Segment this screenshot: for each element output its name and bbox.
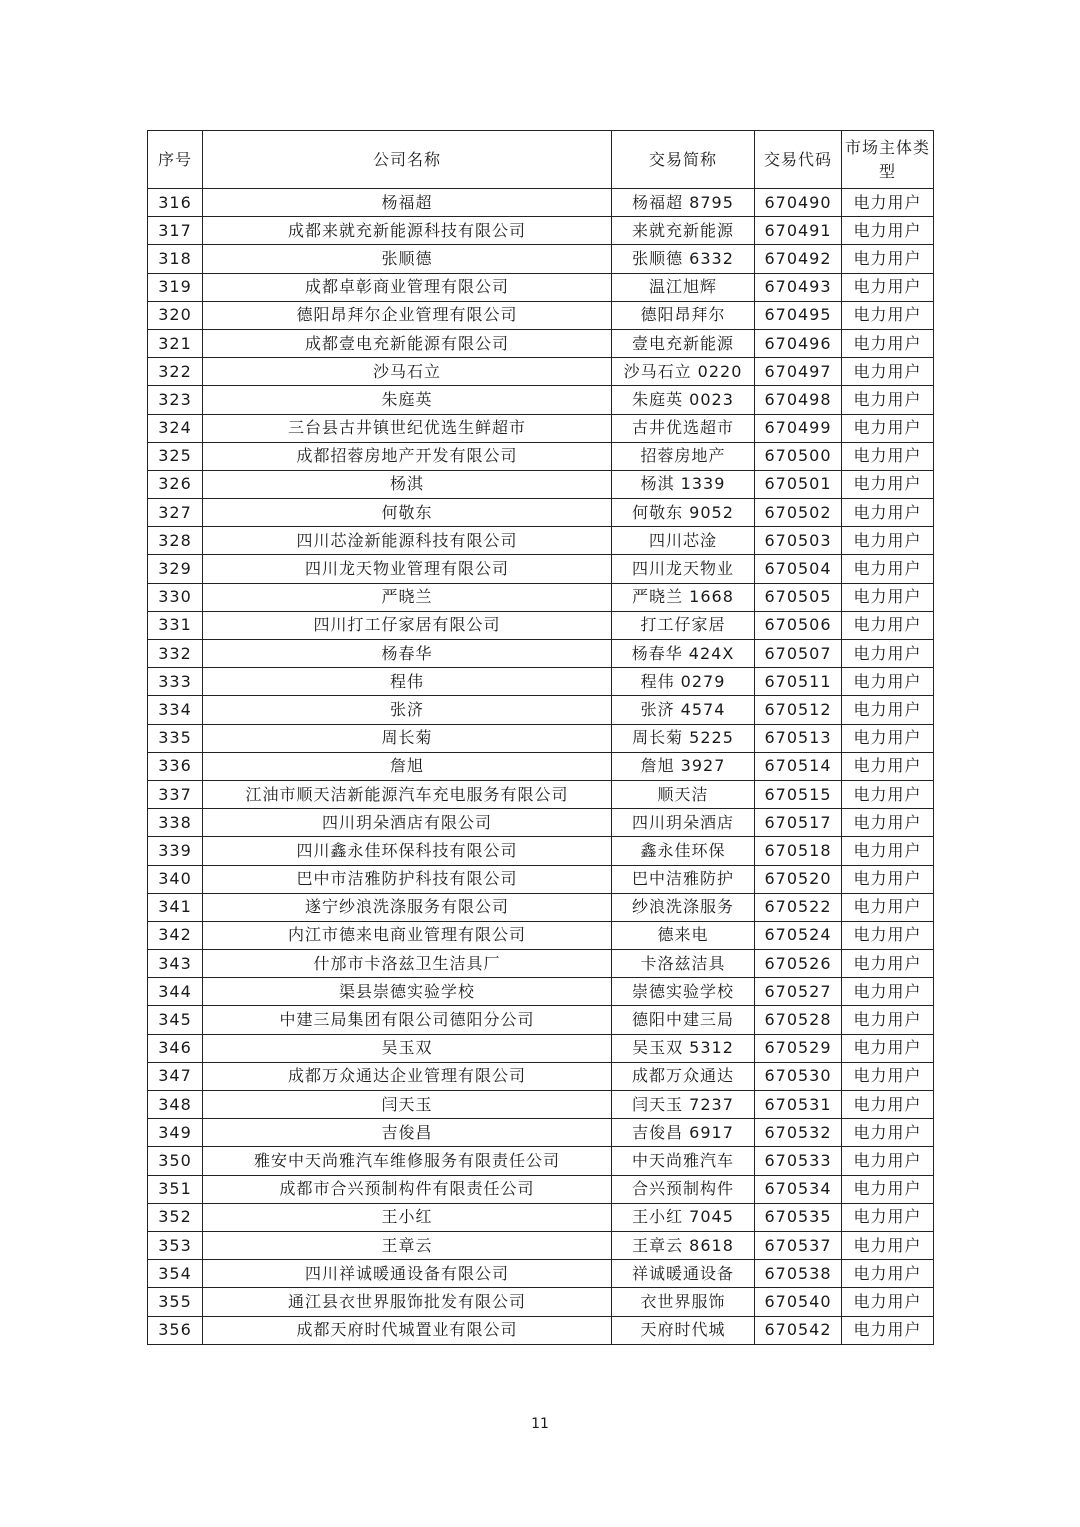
table-row (148, 1175, 934, 1203)
table-row (148, 329, 934, 357)
cell-seq: 323 (148, 386, 203, 414)
cell-trade-abbr: 德来电 (612, 921, 755, 949)
table-row (148, 809, 934, 837)
cell-company-name: 何敬东 (203, 499, 612, 527)
cell-trade-code: 670501 (755, 470, 842, 498)
cell-trade-code: 670542 (755, 1316, 842, 1344)
cell-entity-type: 电力用户 (842, 442, 934, 470)
cell-entity-type: 电力用户 (842, 1091, 934, 1119)
table-row (148, 1260, 934, 1288)
cell-trade-code: 670533 (755, 1147, 842, 1175)
cell-trade-code: 670503 (755, 527, 842, 555)
cell-seq: 329 (148, 555, 203, 583)
cell-trade-code: 670518 (755, 837, 842, 865)
cell-seq: 351 (148, 1175, 203, 1203)
cell-company-name: 成都来就充新能源科技有限公司 (203, 217, 612, 245)
cell-entity-type: 电力用户 (842, 386, 934, 414)
cell-trade-code: 670537 (755, 1231, 842, 1259)
cell-company-name: 成都市合兴预制构件有限责任公司 (203, 1175, 612, 1203)
cell-seq: 340 (148, 865, 203, 893)
cell-trade-abbr: 詹旭 3927 (612, 752, 755, 780)
cell-trade-code: 670496 (755, 329, 842, 357)
table-row (148, 555, 934, 583)
cell-company-name: 杨春华 (203, 640, 612, 668)
cell-trade-abbr: 四川玥朵酒店 (612, 809, 755, 837)
table-row (148, 640, 934, 668)
cell-seq: 347 (148, 1062, 203, 1090)
header-trade-abbr: 交易简称 (612, 131, 755, 189)
table-row (148, 780, 934, 808)
table-row (148, 752, 934, 780)
cell-seq: 326 (148, 470, 203, 498)
cell-entity-type: 电力用户 (842, 555, 934, 583)
cell-entity-type: 电力用户 (842, 978, 934, 1006)
cell-seq: 316 (148, 189, 203, 217)
table-row (148, 1034, 934, 1062)
cell-entity-type: 电力用户 (842, 1260, 934, 1288)
cell-seq: 355 (148, 1288, 203, 1316)
cell-trade-abbr: 德阳中建三局 (612, 1006, 755, 1034)
cell-entity-type: 电力用户 (842, 245, 934, 273)
table-row (148, 386, 934, 414)
cell-seq: 337 (148, 780, 203, 808)
cell-trade-code: 670500 (755, 442, 842, 470)
table-row (148, 1147, 934, 1175)
cell-company-name: 中建三局集团有限公司德阳分公司 (203, 1006, 612, 1034)
table-row (148, 1062, 934, 1090)
cell-trade-code: 670506 (755, 611, 842, 639)
cell-seq: 317 (148, 217, 203, 245)
cell-entity-type: 电力用户 (842, 780, 934, 808)
cell-entity-type: 电力用户 (842, 865, 934, 893)
cell-seq: 338 (148, 809, 203, 837)
cell-entity-type: 电力用户 (842, 1006, 934, 1034)
table-row (148, 189, 934, 217)
cell-trade-code: 670507 (755, 640, 842, 668)
cell-trade-code: 670515 (755, 780, 842, 808)
cell-trade-code: 670505 (755, 583, 842, 611)
cell-trade-abbr: 四川龙天物业 (612, 555, 755, 583)
table-row (148, 978, 934, 1006)
cell-entity-type: 电力用户 (842, 1231, 934, 1259)
cell-entity-type: 电力用户 (842, 1175, 934, 1203)
cell-trade-code: 670495 (755, 301, 842, 329)
cell-entity-type: 电力用户 (842, 414, 934, 442)
cell-trade-abbr: 卡洛兹洁具 (612, 950, 755, 978)
cell-entity-type: 电力用户 (842, 640, 934, 668)
cell-trade-code: 670514 (755, 752, 842, 780)
cell-trade-code: 670512 (755, 696, 842, 724)
table-body (148, 189, 934, 1345)
cell-trade-code: 670490 (755, 189, 842, 217)
cell-trade-abbr: 吉俊昌 6917 (612, 1119, 755, 1147)
cell-seq: 330 (148, 583, 203, 611)
cell-trade-code: 670531 (755, 1091, 842, 1119)
cell-entity-type: 电力用户 (842, 1316, 934, 1344)
cell-company-name: 詹旭 (203, 752, 612, 780)
cell-entity-type: 电力用户 (842, 950, 934, 978)
cell-trade-abbr: 巴中洁雅防护 (612, 865, 755, 893)
cell-company-name: 四川芯淦新能源科技有限公司 (203, 527, 612, 555)
cell-trade-code: 670524 (755, 921, 842, 949)
cell-trade-abbr: 温江旭辉 (612, 273, 755, 301)
table-row (148, 583, 934, 611)
table-row (148, 865, 934, 893)
cell-company-name: 程伟 (203, 668, 612, 696)
cell-trade-abbr: 张济 4574 (612, 696, 755, 724)
cell-company-name: 遂宁纱浪洗涤服务有限公司 (203, 893, 612, 921)
cell-trade-abbr: 来就充新能源 (612, 217, 755, 245)
cell-seq: 319 (148, 273, 203, 301)
table-row (148, 1231, 934, 1259)
cell-trade-code: 670527 (755, 978, 842, 1006)
table-row (148, 301, 934, 329)
cell-seq: 353 (148, 1231, 203, 1259)
cell-trade-abbr: 衣世界服饰 (612, 1288, 755, 1316)
cell-seq: 331 (148, 611, 203, 639)
table-row (148, 499, 934, 527)
cell-trade-abbr: 杨春华 424X (612, 640, 755, 668)
cell-trade-abbr: 何敬东 9052 (612, 499, 755, 527)
cell-entity-type: 电力用户 (842, 189, 934, 217)
cell-company-name: 江油市顺天洁新能源汽车充电服务有限公司 (203, 780, 612, 808)
table-row (148, 1203, 934, 1231)
cell-trade-abbr: 顺天洁 (612, 780, 755, 808)
cell-entity-type: 电力用户 (842, 724, 934, 752)
table-row (148, 1006, 934, 1034)
cell-company-name: 朱庭英 (203, 386, 612, 414)
cell-trade-code: 670522 (755, 893, 842, 921)
cell-seq: 335 (148, 724, 203, 752)
market-entity-table (147, 130, 934, 1345)
table-row (148, 273, 934, 301)
header-seq: 序号 (148, 131, 203, 189)
cell-trade-abbr: 纱浪洗涤服务 (612, 893, 755, 921)
cell-company-name: 四川鑫永佳环保科技有限公司 (203, 837, 612, 865)
table-row (148, 893, 934, 921)
cell-trade-code: 670528 (755, 1006, 842, 1034)
cell-company-name: 成都招蓉房地产开发有限公司 (203, 442, 612, 470)
cell-entity-type: 电力用户 (842, 893, 934, 921)
cell-company-name: 闫天玉 (203, 1091, 612, 1119)
cell-company-name: 四川打工仔家居有限公司 (203, 611, 612, 639)
cell-trade-code: 670491 (755, 217, 842, 245)
table-row (148, 1316, 934, 1344)
cell-entity-type: 电力用户 (842, 752, 934, 780)
cell-company-name: 吉俊昌 (203, 1119, 612, 1147)
cell-company-name: 成都壹电充新能源有限公司 (203, 329, 612, 357)
cell-entity-type: 电力用户 (842, 329, 934, 357)
cell-trade-abbr: 打工仔家居 (612, 611, 755, 639)
table-row (148, 724, 934, 752)
table-row (148, 414, 934, 442)
cell-trade-code: 670540 (755, 1288, 842, 1316)
cell-entity-type: 电力用户 (842, 217, 934, 245)
cell-seq: 320 (148, 301, 203, 329)
cell-entity-type: 电力用户 (842, 1034, 934, 1062)
cell-company-name: 成都天府时代城置业有限公司 (203, 1316, 612, 1344)
cell-entity-type: 电力用户 (842, 358, 934, 386)
cell-seq: 341 (148, 893, 203, 921)
cell-seq: 346 (148, 1034, 203, 1062)
cell-entity-type: 电力用户 (842, 1203, 934, 1231)
cell-seq: 339 (148, 837, 203, 865)
cell-seq: 333 (148, 668, 203, 696)
cell-entity-type: 电力用户 (842, 273, 934, 301)
cell-trade-abbr: 鑫永佳环保 (612, 837, 755, 865)
cell-company-name: 成都卓彰商业管理有限公司 (203, 273, 612, 301)
cell-trade-abbr: 杨福超 8795 (612, 189, 755, 217)
cell-entity-type: 电力用户 (842, 301, 934, 329)
cell-entity-type: 电力用户 (842, 696, 934, 724)
table-row (148, 1288, 934, 1316)
cell-company-name: 杨福超 (203, 189, 612, 217)
cell-trade-code: 670492 (755, 245, 842, 273)
cell-trade-abbr: 王章云 8618 (612, 1231, 755, 1259)
page-number: 11 (531, 1416, 549, 1432)
cell-trade-code: 670499 (755, 414, 842, 442)
cell-seq: 325 (148, 442, 203, 470)
cell-company-name: 沙马石立 (203, 358, 612, 386)
cell-trade-code: 670502 (755, 499, 842, 527)
cell-company-name: 内江市德来电商业管理有限公司 (203, 921, 612, 949)
cell-trade-abbr: 中天尚雅汽车 (612, 1147, 755, 1175)
table-row (148, 245, 934, 273)
cell-trade-code: 670517 (755, 809, 842, 837)
table-row (148, 470, 934, 498)
cell-trade-abbr: 严晓兰 1668 (612, 583, 755, 611)
cell-trade-abbr: 四川芯淦 (612, 527, 755, 555)
cell-company-name: 杨淇 (203, 470, 612, 498)
cell-company-name: 严晓兰 (203, 583, 612, 611)
cell-company-name: 雅安中天尚雅汽车维修服务有限责任公司 (203, 1147, 612, 1175)
table-row (148, 950, 934, 978)
cell-trade-abbr: 闫天玉 7237 (612, 1091, 755, 1119)
cell-company-name: 四川玥朵酒店有限公司 (203, 809, 612, 837)
cell-company-name: 德阳昂拜尔企业管理有限公司 (203, 301, 612, 329)
cell-trade-abbr: 招蓉房地产 (612, 442, 755, 470)
cell-trade-abbr: 张顺德 6332 (612, 245, 755, 273)
cell-seq: 343 (148, 950, 203, 978)
cell-trade-code: 670529 (755, 1034, 842, 1062)
cell-company-name: 巴中市洁雅防护科技有限公司 (203, 865, 612, 893)
header-entity-type: 市场主体类型 (842, 131, 934, 189)
cell-seq: 327 (148, 499, 203, 527)
cell-company-name: 张顺德 (203, 245, 612, 273)
cell-entity-type: 电力用户 (842, 611, 934, 639)
cell-trade-abbr: 吴玉双 5312 (612, 1034, 755, 1062)
cell-company-name: 成都万众通达企业管理有限公司 (203, 1062, 612, 1090)
cell-trade-abbr: 王小红 7045 (612, 1203, 755, 1231)
table-row (148, 837, 934, 865)
cell-trade-abbr: 德阳昂拜尔 (612, 301, 755, 329)
table-row (148, 1091, 934, 1119)
cell-seq: 356 (148, 1316, 203, 1344)
cell-seq: 342 (148, 921, 203, 949)
cell-company-name: 张济 (203, 696, 612, 724)
cell-trade-code: 670530 (755, 1062, 842, 1090)
cell-trade-abbr: 合兴预制构件 (612, 1175, 755, 1203)
cell-trade-abbr: 杨淇 1339 (612, 470, 755, 498)
cell-entity-type: 电力用户 (842, 1062, 934, 1090)
cell-trade-abbr: 天府时代城 (612, 1316, 755, 1344)
cell-trade-code: 670511 (755, 668, 842, 696)
table-row (148, 527, 934, 555)
cell-trade-abbr: 壹电充新能源 (612, 329, 755, 357)
cell-entity-type: 电力用户 (842, 921, 934, 949)
cell-trade-code: 670526 (755, 950, 842, 978)
cell-trade-code: 670538 (755, 1260, 842, 1288)
cell-company-name: 四川龙天物业管理有限公司 (203, 555, 612, 583)
cell-seq: 328 (148, 527, 203, 555)
header-trade-code: 交易代码 (755, 131, 842, 189)
cell-seq: 354 (148, 1260, 203, 1288)
cell-seq: 348 (148, 1091, 203, 1119)
cell-seq: 349 (148, 1119, 203, 1147)
table-row (148, 1119, 934, 1147)
cell-trade-code: 670535 (755, 1203, 842, 1231)
cell-company-name: 王小红 (203, 1203, 612, 1231)
cell-seq: 345 (148, 1006, 203, 1034)
cell-company-name: 什邡市卡洛兹卫生洁具厂 (203, 950, 612, 978)
cell-trade-abbr: 周长菊 5225 (612, 724, 755, 752)
table-row (148, 358, 934, 386)
cell-entity-type: 电力用户 (842, 809, 934, 837)
table-row (148, 696, 934, 724)
cell-entity-type: 电力用户 (842, 1288, 934, 1316)
cell-seq: 334 (148, 696, 203, 724)
cell-seq: 322 (148, 358, 203, 386)
cell-trade-code: 670532 (755, 1119, 842, 1147)
cell-trade-code: 670534 (755, 1175, 842, 1203)
cell-trade-code: 670497 (755, 358, 842, 386)
cell-trade-code: 670513 (755, 724, 842, 752)
cell-entity-type: 电力用户 (842, 1147, 934, 1175)
header-row (148, 131, 934, 189)
cell-seq: 324 (148, 414, 203, 442)
cell-seq: 321 (148, 329, 203, 357)
cell-company-name: 周长菊 (203, 724, 612, 752)
cell-entity-type: 电力用户 (842, 527, 934, 555)
cell-company-name: 通江县衣世界服饰批发有限公司 (203, 1288, 612, 1316)
cell-trade-code: 670520 (755, 865, 842, 893)
cell-trade-abbr: 沙马石立 0220 (612, 358, 755, 386)
cell-seq: 350 (148, 1147, 203, 1175)
cell-company-name: 四川祥诚暖通设备有限公司 (203, 1260, 612, 1288)
cell-trade-abbr: 成都万众通达 (612, 1062, 755, 1090)
cell-entity-type: 电力用户 (842, 583, 934, 611)
cell-trade-code: 670493 (755, 273, 842, 301)
table-row (148, 442, 934, 470)
cell-trade-abbr: 祥诚暖通设备 (612, 1260, 755, 1288)
table-row (148, 921, 934, 949)
cell-company-name: 渠县崇德实验学校 (203, 978, 612, 1006)
cell-trade-abbr: 崇德实验学校 (612, 978, 755, 1006)
table-row (148, 668, 934, 696)
cell-company-name: 吴玉双 (203, 1034, 612, 1062)
cell-seq: 336 (148, 752, 203, 780)
cell-seq: 332 (148, 640, 203, 668)
table-row (148, 611, 934, 639)
cell-company-name: 王章云 (203, 1231, 612, 1259)
cell-trade-abbr: 程伟 0279 (612, 668, 755, 696)
cell-trade-code: 670498 (755, 386, 842, 414)
cell-entity-type: 电力用户 (842, 499, 934, 527)
cell-entity-type: 电力用户 (842, 470, 934, 498)
cell-company-name: 三台县古井镇世纪优选生鲜超市 (203, 414, 612, 442)
cell-seq: 352 (148, 1203, 203, 1231)
cell-trade-abbr: 古井优选超市 (612, 414, 755, 442)
header-company-name: 公司名称 (203, 131, 612, 189)
cell-entity-type: 电力用户 (842, 668, 934, 696)
table-row (148, 217, 934, 245)
cell-seq: 344 (148, 978, 203, 1006)
cell-trade-abbr: 朱庭英 0023 (612, 386, 755, 414)
cell-seq: 318 (148, 245, 203, 273)
cell-entity-type: 电力用户 (842, 1119, 934, 1147)
cell-trade-code: 670504 (755, 555, 842, 583)
table-header (148, 131, 934, 189)
cell-entity-type: 电力用户 (842, 837, 934, 865)
